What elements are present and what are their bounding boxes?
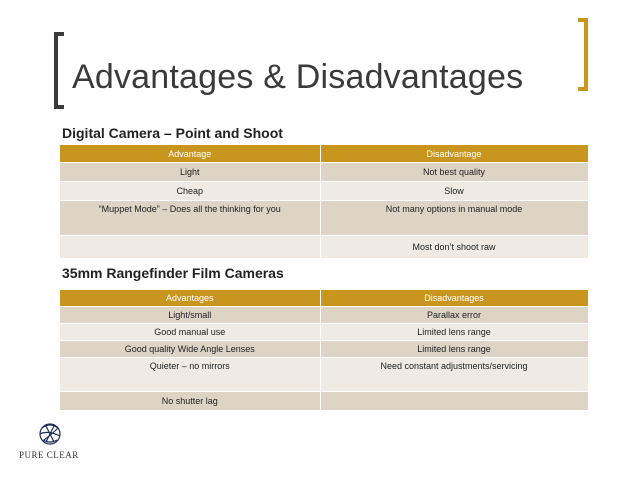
disadvantage-cell: Limited lens range xyxy=(320,324,588,341)
digital-camera-table xyxy=(60,145,589,259)
disadvantage-cell: Parallax error xyxy=(320,307,588,324)
advantage-cell xyxy=(60,236,320,259)
disadvantage-cell: Not many options in manual mode xyxy=(320,201,588,236)
table-header-row xyxy=(60,145,588,163)
advantage-cell: Quieter – no mirrors xyxy=(60,358,320,392)
disadvantage-cell xyxy=(320,392,588,411)
disadvantage-cell: Slow xyxy=(320,182,588,201)
advantage-cell: Good quality Wide Angle Lenses xyxy=(60,341,320,358)
advantage-cell: Good manual use xyxy=(60,324,320,341)
advantage-cell: Light/small xyxy=(60,307,320,324)
advantage-cell: Light xyxy=(60,163,320,182)
disadvantage-cell: Not best quality xyxy=(320,163,588,182)
logo-text: PURE CLEAR xyxy=(19,450,79,460)
right-bracket-decoration xyxy=(578,18,588,91)
table-row xyxy=(60,392,588,411)
table-row xyxy=(60,307,588,324)
table-row xyxy=(60,201,588,236)
column-header-disadvantage: Disadvantage xyxy=(320,145,588,163)
table-row xyxy=(60,324,588,341)
disadvantage-cell: Need constant adjustments/servicing xyxy=(320,358,588,392)
slide-title: Advantages & Disadvantages xyxy=(72,58,524,96)
disadvantage-cell: Limited lens range xyxy=(320,341,588,358)
section-heading-digital-camera: Digital Camera – Point and Shoot xyxy=(62,125,283,141)
column-header-disadvantages: Disadvantages xyxy=(320,290,588,307)
advantage-cell: No shutter lag xyxy=(60,392,320,411)
advantage-cell: Cheap xyxy=(60,182,320,201)
rangefinder-table xyxy=(60,290,589,411)
column-header-advantage: Advantage xyxy=(60,145,320,163)
table-header-row xyxy=(60,290,588,307)
column-header-advantages: Advantages xyxy=(60,290,320,307)
table-row xyxy=(60,236,588,259)
table-row xyxy=(60,341,588,358)
table-row xyxy=(60,163,588,182)
section-heading-rangefinder: 35mm Rangefinder Film Cameras xyxy=(62,265,284,281)
pure-clear-logo-icon xyxy=(20,420,80,470)
disadvantage-cell: Most don’t shoot raw xyxy=(320,236,588,259)
table-row xyxy=(60,182,588,201)
table-row xyxy=(60,358,588,392)
left-bracket-decoration xyxy=(54,32,64,109)
advantage-cell: “Muppet Mode” – Does all the thinking for you xyxy=(60,201,320,236)
